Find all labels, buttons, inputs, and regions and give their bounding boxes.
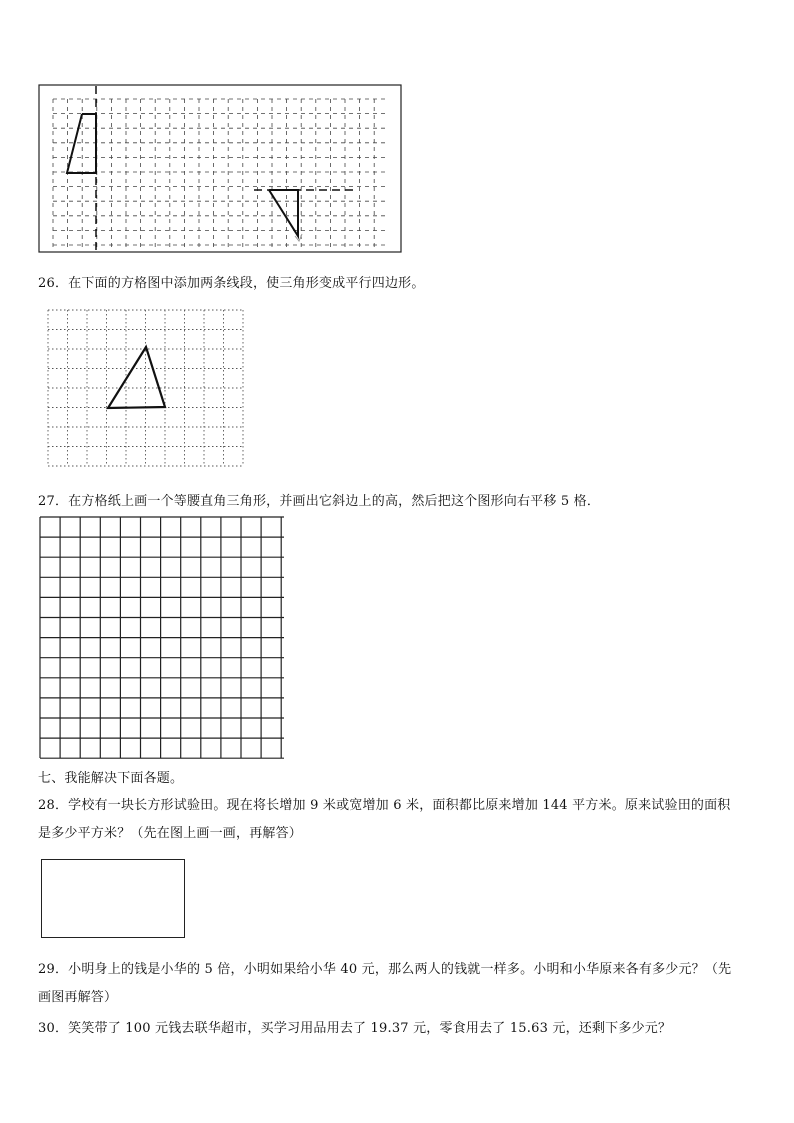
question-27: 27．在方格纸上画一个等腰直角三角形，并画出它斜边上的高，然后把这个图形向右平移 5 格． <box>38 494 601 509</box>
question-30: 30．笑笑带了 100 元钱去联华超市，买学习用品用去了 19.37 元，零食用去了 15.63 元，还剩下多少元？ <box>38 1021 672 1036</box>
solid-grid-svg <box>38 515 288 761</box>
triangle-grid-figure <box>44 306 248 470</box>
solid-grid-lines <box>40 517 284 758</box>
right-triangle-shape <box>269 190 298 236</box>
dotted-grid-lines <box>48 310 243 466</box>
field-rectangle <box>41 859 185 938</box>
question-28-line2: 是多少平方米？（先在图上画一画，再解答） <box>38 826 303 841</box>
square-grid-paper <box>38 515 288 761</box>
symmetry-grid-figure <box>38 84 404 256</box>
dashed-grid-lines <box>53 99 388 249</box>
question-29-line2: 画图再解答） <box>38 990 118 1005</box>
dotted-grid-svg <box>44 306 248 470</box>
question-29-line1: 29．小明身上的钱是小华的 5 倍，小明如果给小华 40 元，那么两人的钱就一样多。小明和小华原来各有多少元？（先 <box>38 962 732 977</box>
question-28-line1: 28．学校有一块长方形试验田。现在将长增加 9 米或宽增加 6 米，面积都比原来增加 144 平方米。原来试验田的面积 <box>38 798 731 813</box>
section-7-heading: 七、我能解决下面各题。 <box>38 771 184 786</box>
trapezoid-shape <box>67 114 96 173</box>
grid-border <box>39 85 401 252</box>
question-26: 26．在下面的方格图中添加两条线段，使三角形变成平行四边形。 <box>38 276 425 291</box>
triangle-shape <box>108 347 165 408</box>
dashed-grid-svg <box>38 84 404 256</box>
